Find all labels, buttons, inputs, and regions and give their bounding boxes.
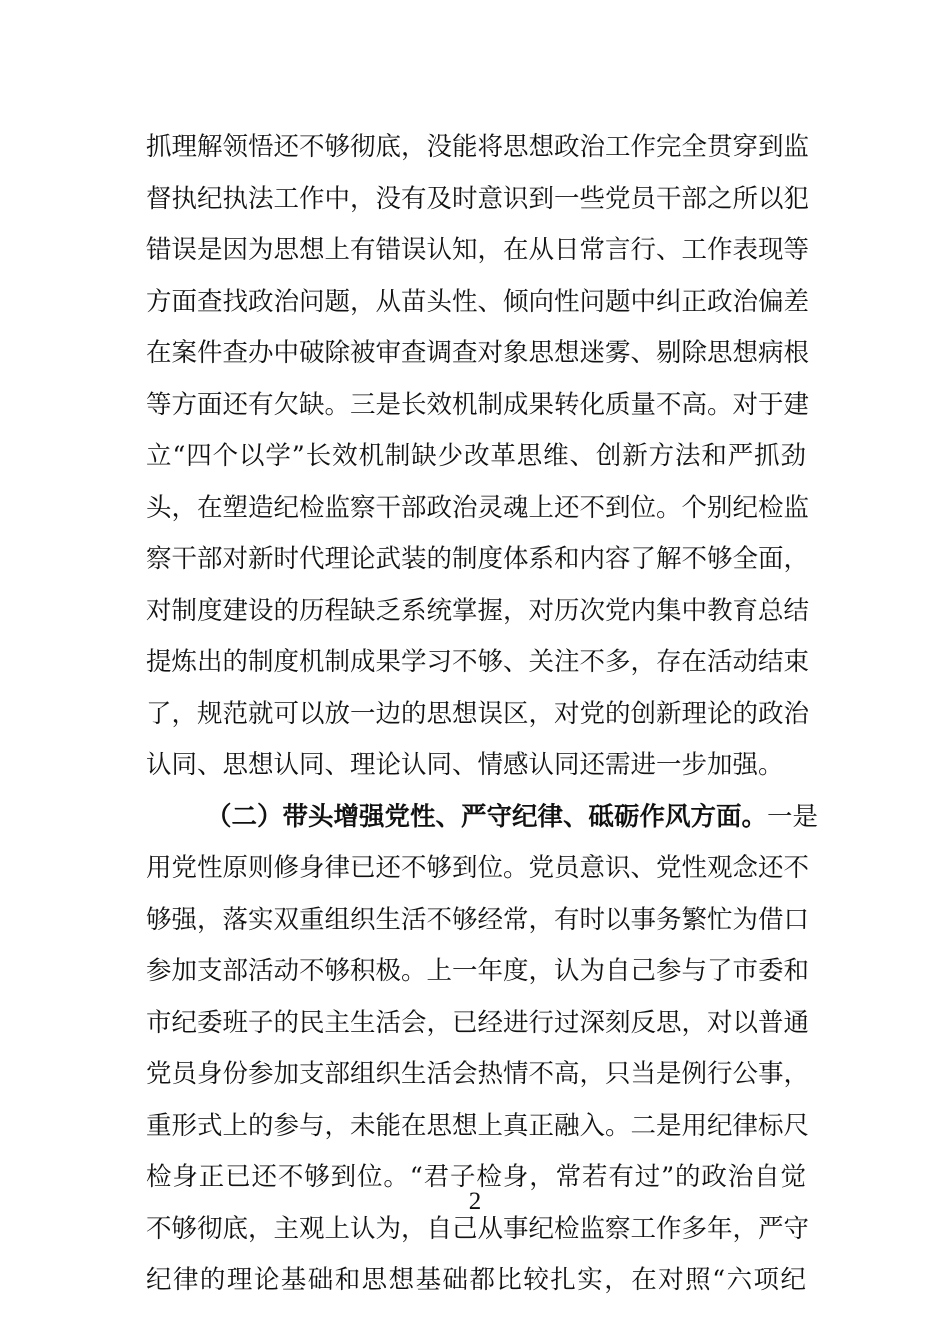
text-line: 够强，落实双重组织生活不够经常，有时以事务繁忙为借口 [146,904,810,935]
section-heading-tail: 一是 [767,801,819,832]
text-line: 纪律的理论基础和思想基础都比较扎实，在对照“六项纪 [146,1265,806,1295]
text-line: 用党性原则修身律已还不够到位。党员意识、党性观念还不 [146,853,810,883]
section-heading-line [146,792,819,844]
text-line: 市纪委班子的民主生活会，已经进行过深刻反思，对以普通 [146,1007,810,1038]
text-line: 了，规范就可以放一边的思想误区，对党的创新理论的政治 [146,698,810,729]
text-line: 立“四个以学”长效机制缺少改革思维、创新方法和严抓劲 [146,441,806,471]
text-line: 督执纪执法工作中，没有及时意识到一些党员干部之所以犯 [146,183,810,214]
text-line: 重形式上的参与，未能在思想上真正融入。二是用纪律标尺 [146,1110,810,1141]
text-line: 抓理解领悟还不够彻底，没能将思想政治工作完全贯穿到监 [146,132,810,162]
text-line: 检身正已还不够到位。“君子检身，常若有过”的政治自觉 [146,1162,806,1192]
text-line: 党员身份参加支部组织生活会热情不高，只当是例行公事， [146,1059,810,1089]
text-line: 错误是因为思想上有错误认知，在从日常言行、工作表现等 [146,235,810,265]
section-heading: （二）带头增强党性、严守纪律、砥砺作风方面。 [206,801,768,832]
text-line: 方面查找政治问题，从苗头性、倾向性问题中纠正政治偏差 [146,286,810,317]
text-line: 不够彻底，主观上认为，自己从事纪检监察工作多年，严守 [146,1213,810,1244]
text-line: 提炼出的制度机制成果学习不够、关注不多，存在活动结束 [146,647,810,677]
text-line: 头，在塑造纪检监察干部政治灵魂上还不到位。个别纪检监 [146,492,810,523]
page-number: 2 [468,1188,482,1215]
body-text [146,122,819,1307]
text-line: 参加支部活动不够积极。上一年度，认为自己参与了市委和 [146,956,810,986]
text-line: 等方面还有欠缺。三是长效机制成果转化质量不高。对于建 [146,389,810,420]
text-line: 认同、思想认同、理论认同、情感认同还需进一步加强。 [146,750,784,780]
text-line: 对制度建设的历程缺乏系统掌握，对历次党内集中教育总结 [146,595,810,626]
text-line: 在案件查办中破除被审查调查对象思想迷雾、剔除思想病根 [146,338,810,368]
text-line: 察干部对新时代理论武装的制度体系和内容了解不够全面， [146,544,810,574]
